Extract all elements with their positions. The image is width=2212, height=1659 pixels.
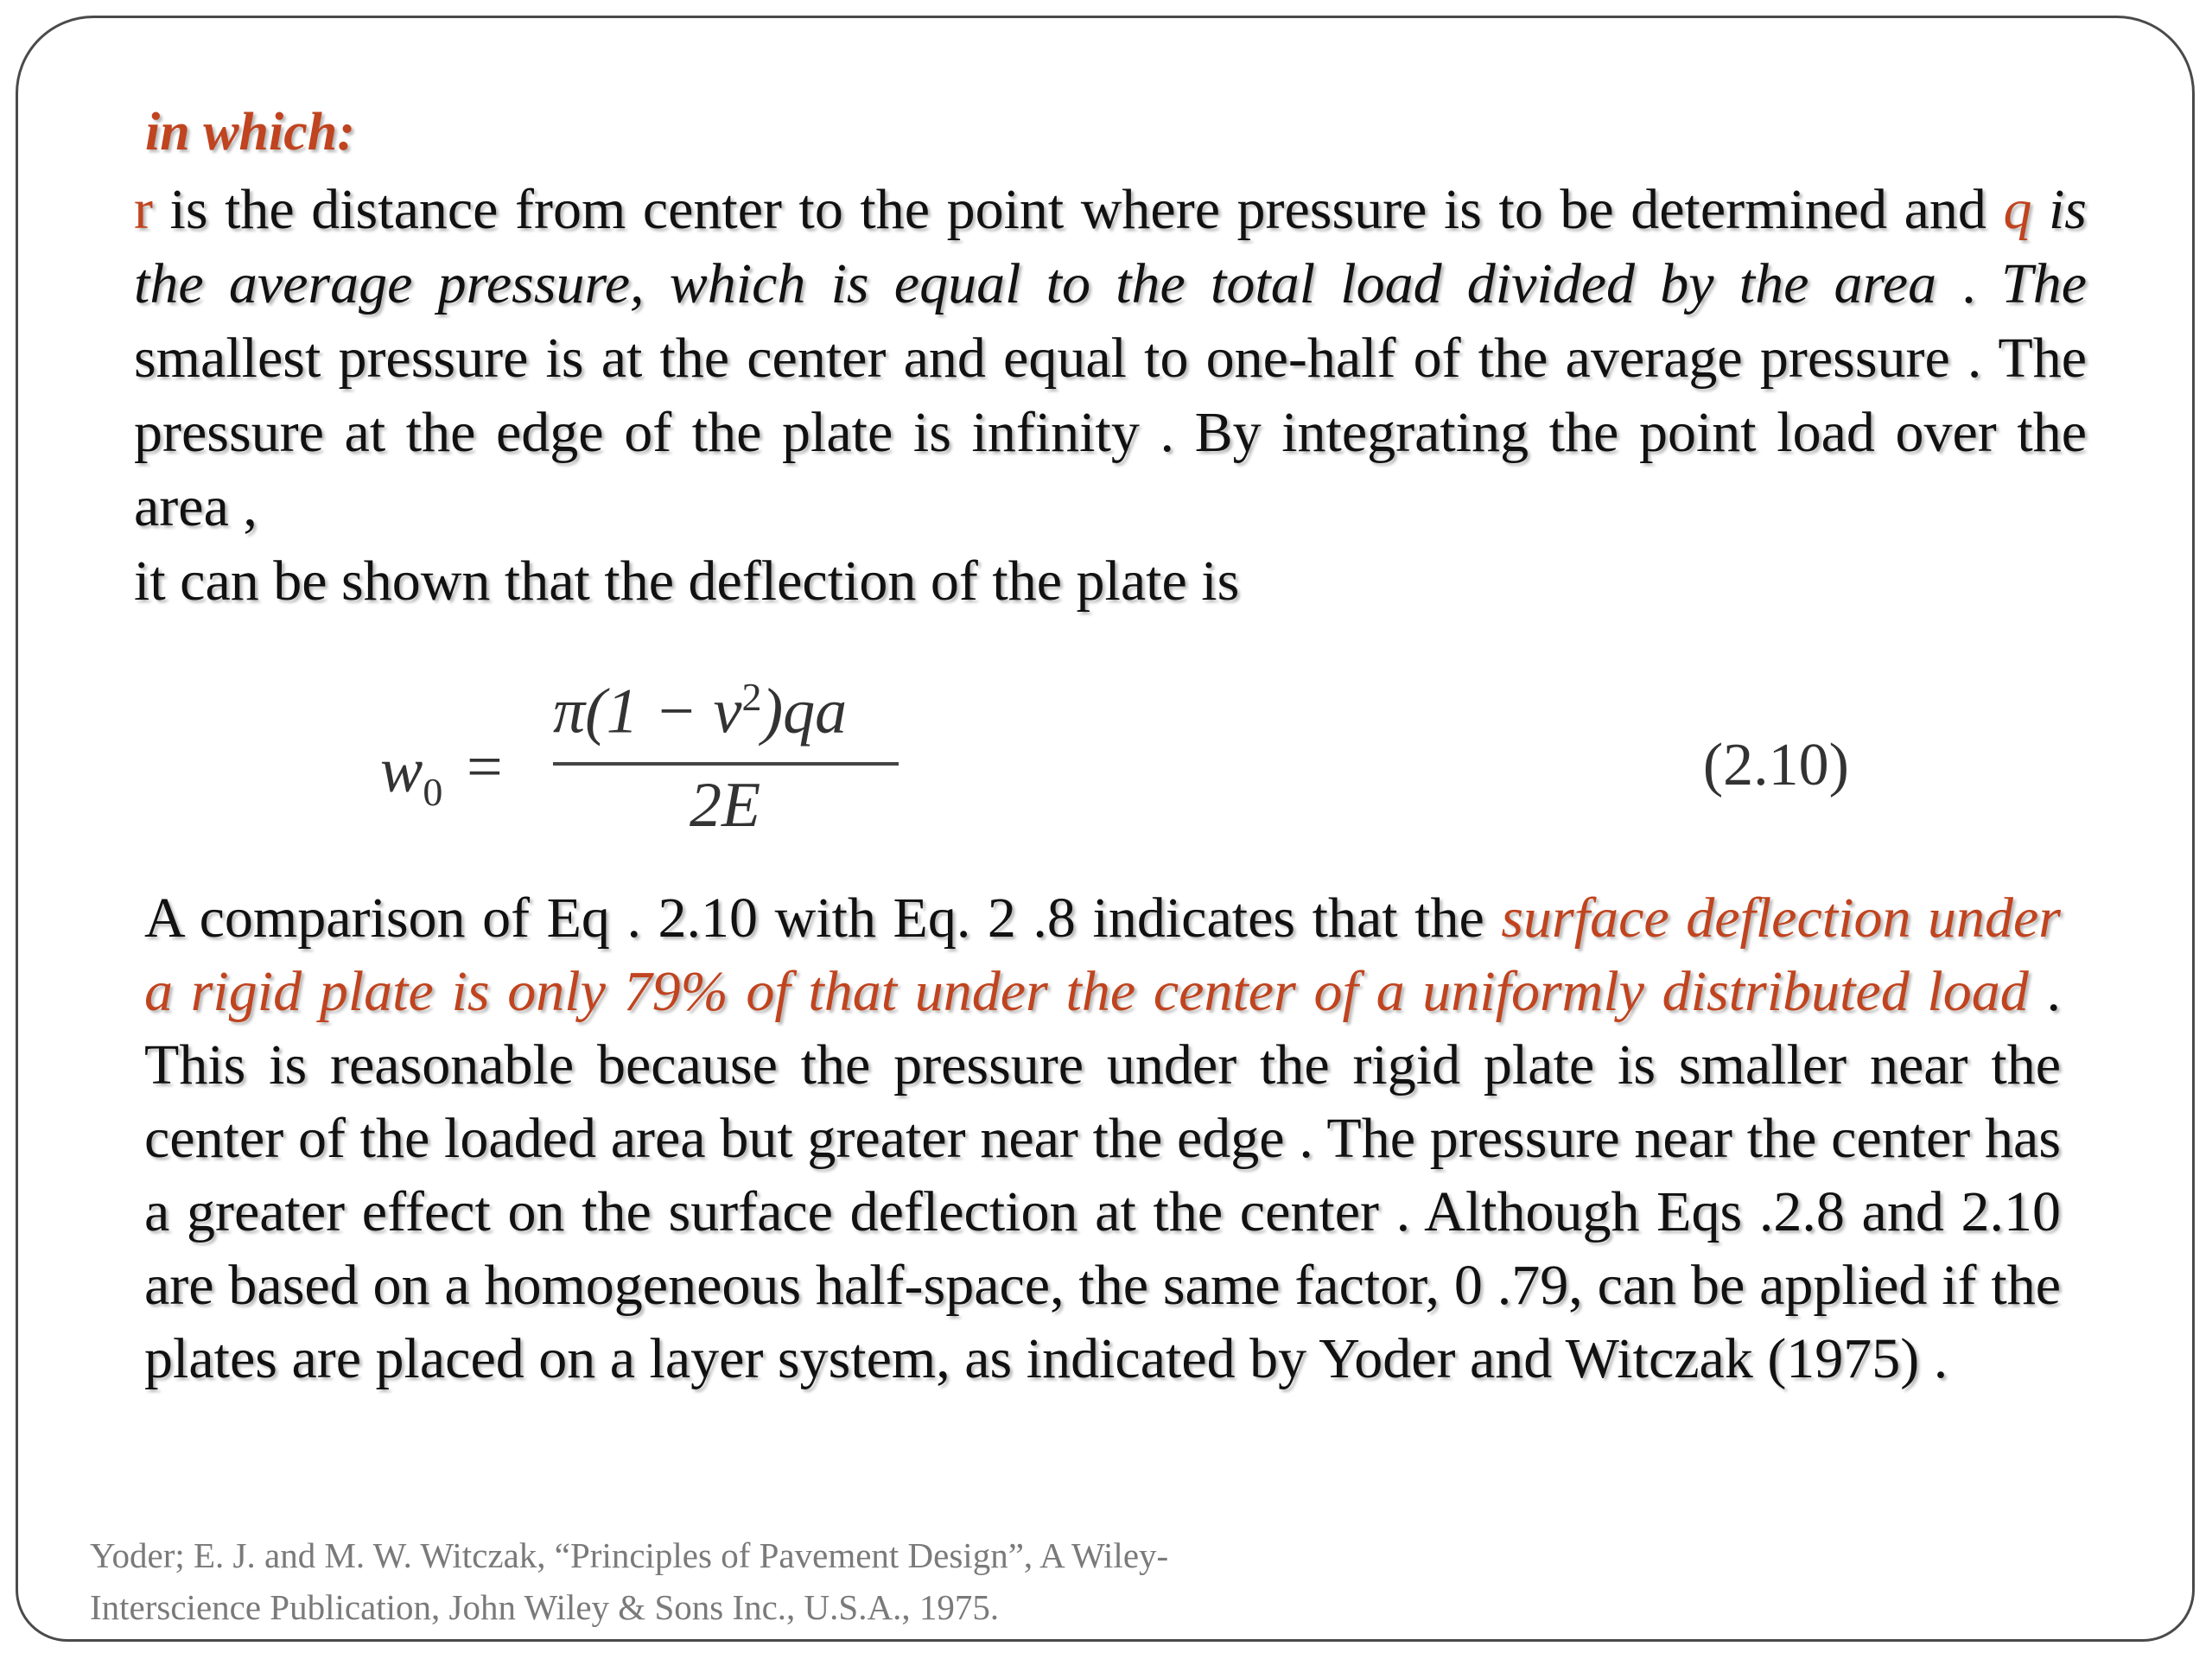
paragraph-definitions bbox=[134, 173, 2087, 544]
variable-r: r bbox=[134, 178, 153, 241]
paragraph-text: is the distance from center to the point where pressure is to be determined and bbox=[152, 178, 2004, 241]
equation-number: (2.10) bbox=[1702, 732, 1849, 798]
section-heading: in which: bbox=[145, 103, 355, 162]
citation-line: Yoder; E. J. and M. W. Witczak, “Principles of Pavement Design”, A Wiley- bbox=[90, 1535, 1169, 1575]
equation-numerator: $\pi(1 - \nu^2)qa$ bbox=[553, 675, 848, 747]
italic-word: The bbox=[2001, 252, 2087, 315]
reference-citation bbox=[90, 1529, 1386, 1633]
italic-definition: is the average pressure, which is equal to the total load divided by the area bbox=[134, 178, 2087, 315]
paragraph-lead-in: it can be shown that the deflection of the plate is bbox=[134, 550, 1240, 613]
paragraph-text: . This is reasonable because the pressure under the rigid plate is smaller near the center of the loaded area but greater near the edge . The pressure near the center has a greater effect on the surface deflection at the center . Although Eqs .2.8 and 2.10 are based on a homogeneous half-space, the same factor, 0 .79, can be applied if the plates are placed on a layer system, as indicated by Yoder and Witczak (1975) . bbox=[144, 960, 2061, 1390]
citation-line: Interscience Publication, John Wiley & Sons Inc., U.S.A., 1975. bbox=[90, 1587, 1000, 1627]
paragraph-text: . bbox=[1936, 252, 2001, 315]
paragraph-comparison bbox=[144, 881, 2061, 1395]
variable-q: q bbox=[2003, 178, 2032, 241]
paragraph-text: A comparison of Eq . 2.10 with Eq. 2 .8 indicates that the bbox=[144, 887, 1502, 950]
paragraph-text: smallest pressure is at the center and equal to one-half of the average pressure . The pressure at the edge of the plate is infinity . By integrating the point load over the area , bbox=[134, 327, 2087, 538]
equation-lhs: $w_0$ bbox=[380, 735, 443, 814]
highlighted-statement: surface deflection under a rigid plate is only 79% of that under the center of a uniformly distributed load bbox=[144, 887, 2061, 1023]
equation-equals: = bbox=[467, 732, 503, 803]
fraction-bar bbox=[553, 762, 899, 766]
equation-2-10 bbox=[380, 675, 1849, 855]
equation-denominator: 2E bbox=[690, 770, 761, 841]
